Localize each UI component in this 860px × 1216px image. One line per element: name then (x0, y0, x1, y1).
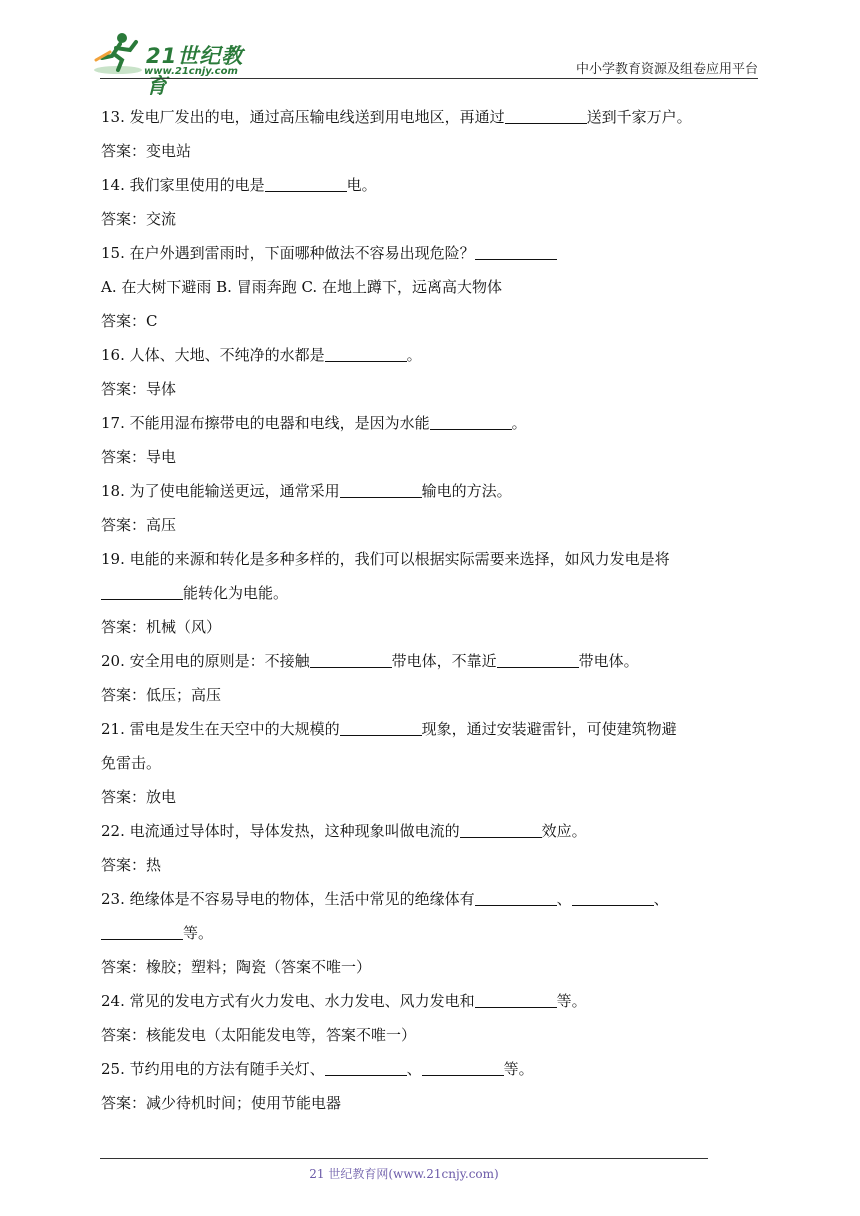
line-text: 答案：低压；高压 (101, 686, 222, 704)
line-text-tail: 效应。 (541, 822, 587, 840)
content-line (101, 338, 771, 372)
answer-blank[interactable] (475, 241, 557, 260)
footer-site-link[interactable]: 21 世纪教育网(www.21cnjy.com) (309, 1167, 499, 1181)
line-text: 答案：交流 (101, 210, 177, 228)
question-list (101, 100, 771, 1120)
content-line (101, 270, 771, 304)
line-text-mid: 、 (556, 890, 572, 908)
content-line (101, 644, 771, 678)
line-text: A. 在大树下避雨 B. 冒雨奔跑 C. 在地上蹲下，远离高大物体 (101, 278, 502, 296)
line-text: 答案：导体 (101, 380, 177, 398)
line-text: 13. 发电厂发出的电，通过高压输电线送到用电地区，再通过 (101, 108, 505, 126)
answer-blank[interactable] (325, 343, 407, 362)
content-line (101, 1086, 771, 1120)
content-line (101, 780, 771, 814)
line-text: 25. 节约用电的方法有随手关灯、 (101, 1060, 325, 1078)
line-text: 24. 常见的发电方式有火力发电、水力发电、风力发电和 (101, 992, 475, 1010)
line-text: 答案：变电站 (101, 142, 192, 160)
line-text-tail: 、 (653, 890, 669, 908)
answer-blank[interactable] (325, 1057, 407, 1076)
content-line (101, 100, 771, 134)
line-text: 20. 安全用电的原则是：不接触 (101, 652, 310, 670)
content-line (101, 814, 771, 848)
answer-blank[interactable] (497, 649, 579, 668)
line-text-tail: 送到千家万户。 (586, 108, 692, 126)
content-line (101, 134, 771, 168)
answer-blank[interactable] (475, 887, 557, 906)
runner-logo-icon (92, 30, 144, 76)
answer-blank[interactable] (310, 649, 392, 668)
site-logo[interactable] (92, 30, 262, 98)
answer-blank[interactable] (475, 989, 557, 1008)
line-text-tail: 带电体。 (578, 652, 639, 670)
line-text: 16. 人体、大地、不纯净的水都是 (101, 346, 325, 364)
answer-blank[interactable] (101, 921, 183, 940)
line-text: 答案：导电 (101, 448, 177, 466)
content-line (101, 406, 771, 440)
line-text: 答案：C (101, 312, 158, 330)
content-line (101, 1052, 771, 1086)
line-text-tail: 等。 (503, 1060, 534, 1078)
content-line (101, 236, 771, 270)
line-text: 答案：减少待机时间；使用节能电器 (101, 1094, 342, 1112)
answer-blank[interactable] (430, 411, 512, 430)
line-text-tail: 等。 (556, 992, 587, 1010)
content-line (101, 882, 771, 916)
footer-divider (100, 1158, 708, 1159)
logo-text: 21世纪教育 (146, 44, 244, 98)
content-line (101, 576, 771, 610)
content-line (101, 542, 771, 576)
content-line (101, 712, 771, 746)
content-line (101, 916, 771, 950)
line-text: 21. 雷电是发生在天空中的大规模的 (101, 720, 340, 738)
line-text-tail: 。 (511, 414, 527, 432)
content-line (101, 984, 771, 1018)
line-text: 答案：机械（风） (101, 618, 222, 636)
content-line (101, 848, 771, 882)
answer-blank[interactable] (572, 887, 654, 906)
content-line (101, 610, 771, 644)
line-text-tail: 电。 (346, 176, 377, 194)
answer-blank[interactable] (340, 479, 422, 498)
line-text-tail: 。 (406, 346, 422, 364)
content-line (101, 202, 771, 236)
answer-blank[interactable] (460, 819, 542, 838)
line-text: 答案：热 (101, 856, 162, 874)
answer-blank[interactable] (101, 581, 183, 600)
content-line (101, 1018, 771, 1052)
line-text-mid: 带电体，不靠近 (391, 652, 497, 670)
line-text-tail: 能转化为电能。 (183, 584, 289, 602)
line-text: 18. 为了使电能输送更远，通常采用 (101, 482, 340, 500)
header-platform-title: 中小学教育资源及组卷应用平台 (575, 62, 758, 77)
content-line (101, 372, 771, 406)
line-text: 14. 我们家里使用的电是 (101, 176, 265, 194)
page-header (0, 0, 860, 98)
content-line (101, 508, 771, 542)
content-line (101, 474, 771, 508)
answer-blank[interactable] (265, 173, 347, 192)
line-text: 答案：高压 (101, 516, 177, 534)
content-line (101, 304, 771, 338)
line-text-mid: 、 (406, 1060, 422, 1078)
content-line (101, 678, 771, 712)
line-text: 免雷击。 (101, 754, 162, 772)
line-text: 19. 电能的来源和转化是多种多样的，我们可以根据实际需要来选择，如风力发电是将 (101, 550, 670, 568)
line-text: 23. 绝缘体是不容易导电的物体，生活中常见的绝缘体有 (101, 890, 475, 908)
answer-blank[interactable] (422, 1057, 504, 1076)
line-text: 答案：放电 (101, 788, 177, 806)
header-divider (100, 78, 758, 79)
line-text: 15. 在户外遇到雷雨时，下面哪种做法不容易出现危险？ (101, 244, 475, 262)
line-text: 答案：核能发电（太阳能发电等，答案不唯一） (101, 1026, 417, 1044)
content-line (101, 950, 771, 984)
answer-blank[interactable] (505, 105, 587, 124)
content-line (101, 168, 771, 202)
content-line (101, 440, 771, 474)
answer-blank[interactable] (340, 717, 422, 736)
line-text-tail: 输电的方法。 (421, 482, 512, 500)
line-text: 22. 电流通过导体时，导体发热，这种现象叫做电流的 (101, 822, 460, 840)
content-line (101, 746, 771, 780)
logo-url: www.21cnjy.com (144, 66, 238, 77)
line-text: 17. 不能用湿布擦带电的电器和电线，是因为水能 (101, 414, 430, 432)
line-text-tail: 等。 (183, 924, 214, 942)
line-text-tail: 现象，通过安装避雷针，可使建筑物避 (421, 720, 677, 738)
line-text: 答案：橡胶；塑料；陶瓷（答案不唯一） (101, 958, 372, 976)
